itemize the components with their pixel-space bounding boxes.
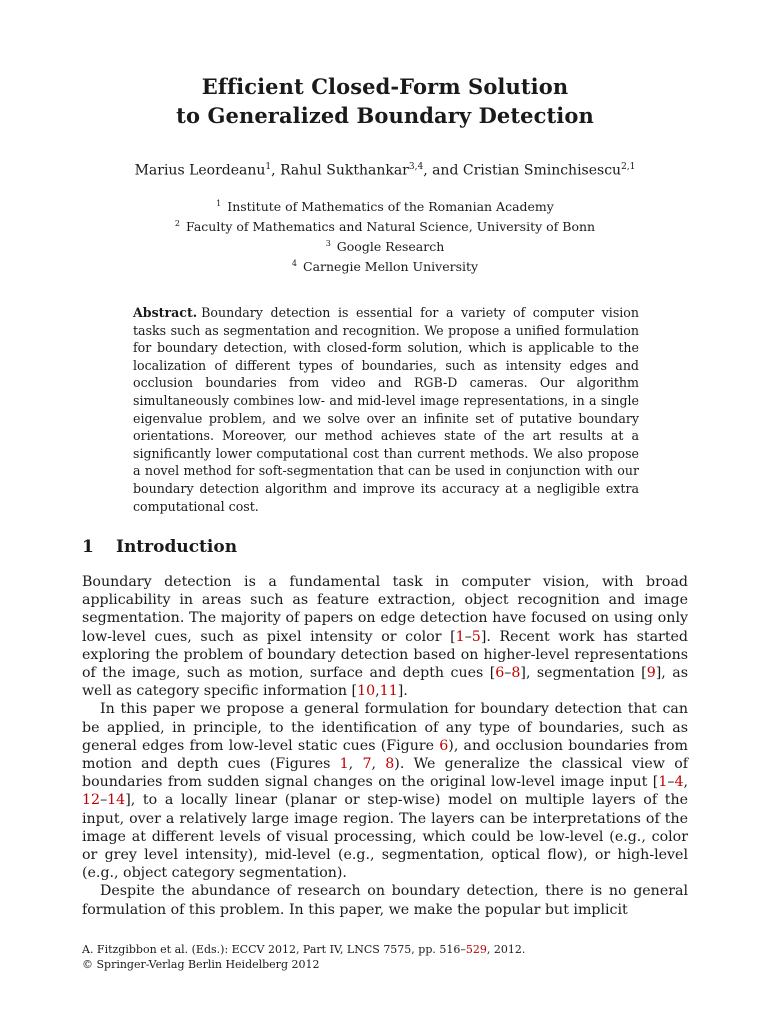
citation-link[interactable]: 8 bbox=[511, 665, 521, 682]
figure-link[interactable]: 1 bbox=[339, 756, 349, 773]
footer-text: A. Fitzgibbon et al. (Eds.): ECCV 2012, Part IV, LNCS 7575, pp. 516– bbox=[82, 943, 466, 956]
author-name: Rahul Sukthankar bbox=[280, 162, 409, 179]
paragraph-text: , bbox=[375, 683, 380, 700]
section-number: 1 bbox=[82, 537, 94, 557]
abstract-label: Abstract. bbox=[133, 305, 198, 320]
paragraph-text: – bbox=[464, 628, 472, 645]
affiliation-number: 1 bbox=[216, 199, 222, 208]
section-body bbox=[82, 573, 688, 919]
paragraph-text: ). We generalize the classical view of boundaries from sudden signal changes on the original low-level image input [ bbox=[82, 756, 688, 791]
author-affiliation-mark: 1 bbox=[265, 162, 272, 172]
page-footer bbox=[82, 942, 688, 972]
affiliation-text: Google Research bbox=[336, 239, 445, 255]
copyright-line: © Springer-Verlag Berlin Heidelberg 2012 bbox=[82, 958, 320, 971]
paragraph-text: ], to a locally linear (planar or step-wise) model on multiple layers of the input, over a relatively large image region. The layers can be interpretations of the image at different levels of visual processing, which could be low-level (e.g., color or grey level intensity), mid-level (e.g., segmentation, optical flow), or high-level (e.g., object category segmentation). bbox=[82, 792, 688, 882]
citation-link[interactable]: 11 bbox=[379, 683, 398, 700]
citation-link[interactable]: 10 bbox=[357, 683, 376, 700]
author-list bbox=[0, 157, 770, 181]
affiliation-item bbox=[0, 195, 770, 215]
figure-link[interactable]: 8 bbox=[385, 756, 395, 773]
citation-footer-line bbox=[82, 942, 688, 957]
citation-link[interactable]: 14 bbox=[107, 792, 126, 809]
citation-link[interactable]: 9 bbox=[646, 665, 656, 682]
author-name: Cristian Sminchisescu bbox=[462, 162, 622, 179]
affiliation-number: 3 bbox=[325, 239, 331, 249]
paragraph-text: ]. Recent work has started exploring the problem of boundary detection based on higher-level representations of the image, such as motion, surface and depth cues [ bbox=[82, 628, 688, 682]
paragraph-text: ), and occlusion boundaries from motion and depth cues (Figures bbox=[82, 737, 688, 773]
affiliation-list bbox=[0, 195, 770, 276]
citation-link[interactable]: 5 bbox=[471, 628, 481, 645]
figure-link[interactable]: 6 bbox=[439, 737, 449, 754]
citation-link[interactable]: 1 bbox=[658, 774, 668, 791]
section-title: Introduction bbox=[116, 537, 238, 557]
affiliation-number: 2 bbox=[174, 219, 180, 229]
paragraph-text: – bbox=[504, 665, 512, 682]
affiliation-text: Faculty of Mathematics and Natural Science, University of Bonn bbox=[186, 219, 596, 235]
paragraph-text: , bbox=[371, 756, 386, 773]
paragraph-text: , bbox=[348, 756, 363, 773]
title-line-1: Efficient Closed-Form Solution bbox=[201, 74, 569, 99]
paragraph bbox=[82, 700, 688, 882]
abstract bbox=[133, 304, 639, 515]
citation-link[interactable]: 1 bbox=[455, 628, 465, 645]
paragraph-text: Boundary detection is a fundamental task in computer vision, with broad applicability in areas such as feature extraction, object recognition and image segmentation. The majority of papers on edge detection have focused on using only low-level cues, such as pixel intensity or color [ bbox=[82, 574, 688, 645]
paragraph-text: – bbox=[667, 774, 675, 791]
affiliation-item bbox=[0, 215, 770, 235]
paragraph-text: , bbox=[683, 774, 688, 791]
citation-link[interactable]: 12 bbox=[82, 792, 101, 809]
abstract-text: Boundary detection is essential for a variety of computer vision tasks such as segmentation and recognition. We propose a unified formulation for boundary detection, with closed-form solution, which is applicable to the localization of different types of boundaries, such as intensity edges and occlusion boundaries from video and RGB-D cameras. Our algorithm simultaneously combines low- and mid-level image representations, in a single eigenvalue problem, and we solve over an infinite set of putative boundary orientations. Moreover, our method achieves state of the art results at a significantly lower computational cost than current methods. We also propose a novel method for soft-segmentation that can be used in conjunction with our boundary detection algorithm and improve its accuracy at a negligible extra computational cost. bbox=[133, 305, 639, 514]
citation-link[interactable]: 6 bbox=[495, 665, 505, 682]
affiliation-item bbox=[0, 255, 770, 275]
paragraph-text: ], as well as category specific information [ bbox=[82, 665, 688, 700]
author-name: Marius Leordeanu bbox=[134, 162, 266, 179]
paragraph-text: – bbox=[100, 792, 108, 809]
paper-title bbox=[0, 72, 770, 130]
paragraph: Despite the abundance of research on boundary detection, there is no general formulation of this problem. In this paper, we make the popular but implicit bbox=[82, 883, 688, 918]
paragraph-text: In this paper we propose a general formulation for boundary detection that can be applied, in principle, to the identification of any type of boundaries, such as general edges from low-level static cues (Figure bbox=[82, 701, 688, 754]
author-affiliation-mark: 2,1 bbox=[621, 162, 636, 172]
paragraph-text: ], segmentation [ bbox=[520, 665, 647, 682]
title-line-2: to Generalized Boundary Detection bbox=[176, 103, 594, 128]
paragraph-text: ]. bbox=[397, 683, 408, 700]
affiliation-text: Carnegie Mellon University bbox=[303, 259, 479, 275]
footer-text: , 2012. bbox=[486, 943, 526, 956]
author-separator: , bbox=[271, 162, 281, 179]
paragraph bbox=[82, 573, 688, 700]
affiliation-text: Institute of Mathematics of the Romanian Academy bbox=[227, 199, 554, 215]
affiliation-item bbox=[0, 235, 770, 255]
figure-link[interactable]: 7 bbox=[362, 756, 372, 773]
citation-link[interactable]: 4 bbox=[674, 774, 684, 791]
section-heading bbox=[82, 535, 237, 559]
page-link[interactable]: 529 bbox=[465, 943, 487, 956]
affiliation-number: 4 bbox=[291, 259, 297, 269]
author-affiliation-mark: 3,4 bbox=[408, 162, 424, 172]
author-separator: , and bbox=[423, 162, 463, 179]
